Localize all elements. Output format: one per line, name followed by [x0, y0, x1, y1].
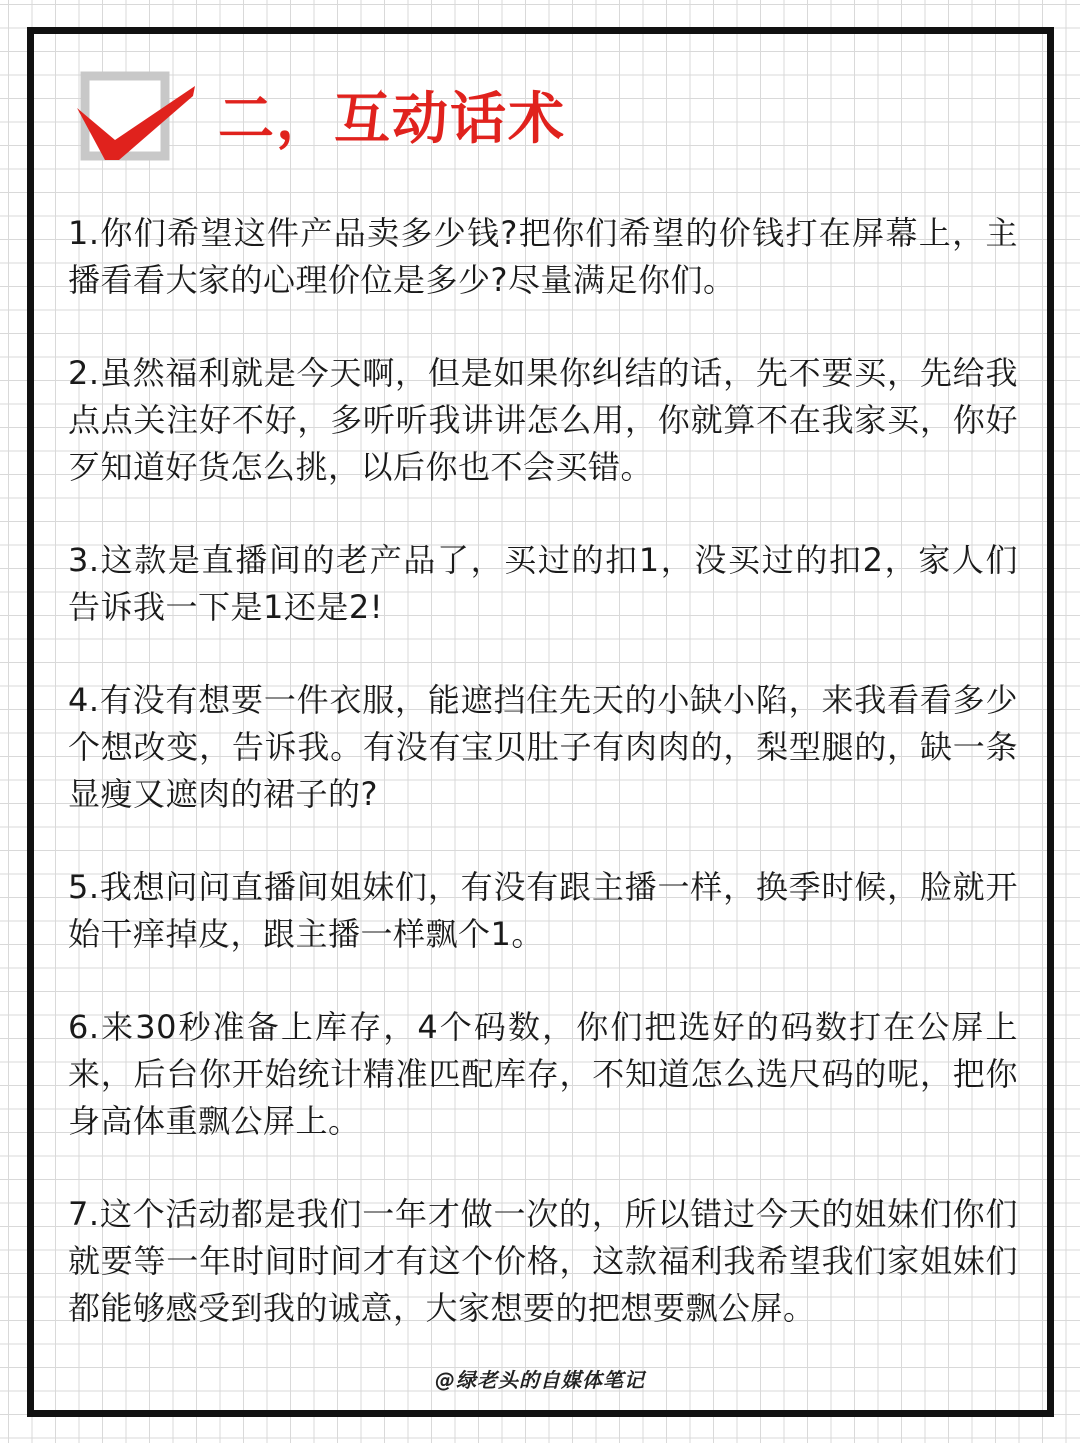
- section-title: 二，互动话术: [218, 87, 566, 152]
- script-item: 6.来30秒准备上库存，4个码数，你们把选好的码数打在公屏上来，后台你开始统计精准匹配库存，不知道怎么选尺码的呢，把你身高体重飘公屏上。: [68, 1008, 1018, 1140]
- author-credit: @绿老头的自媒体笔记: [435, 1368, 645, 1392]
- script-list: [68, 210, 1018, 1378]
- checkbox-checked-icon: [75, 70, 200, 170]
- script-item: 3.这款是直播间的老产品了，买过的扣1，没买过的扣2，家人们告诉我一下是1还是2!: [68, 541, 1018, 626]
- script-item: 7.这个活动都是我们一年才做一次的，所以错过今天的姐妹们你们就要等一年时间时间才有这个价格，这款福利我希望我们家姐妹们都能够感受到我的诚意，大家想要的把想要飘公屏。: [68, 1195, 1018, 1327]
- script-item: 4.有没有想要一件衣服，能遮挡住先天的小缺小陷，来我看看多少个想改变，告诉我。有没有宝贝肚子有肉肉的，梨型腿的，缺一条显瘦又遮肉的裙子的?: [68, 681, 1018, 813]
- script-item: 2.虽然福利就是今天啊，但是如果你纠结的话，先不要买，先给我点点关注好不好，多听听我讲讲怎么用，你就算不在我家买，你好歹知道好货怎么挑，以后你也不会买错。: [68, 354, 1018, 486]
- section-header: [75, 70, 566, 170]
- script-item: 1.你们希望这件产品卖多少钱?把你们希望的价钱打在屏幕上，主播看看大家的心理价位是多少?尽量满足你们。: [68, 214, 1018, 299]
- script-item: 5.我想问问直播间姐妹们，有没有跟主播一样，换季时候，脸就开始干痒掉皮，跟主播一样飘个1。: [68, 868, 1018, 953]
